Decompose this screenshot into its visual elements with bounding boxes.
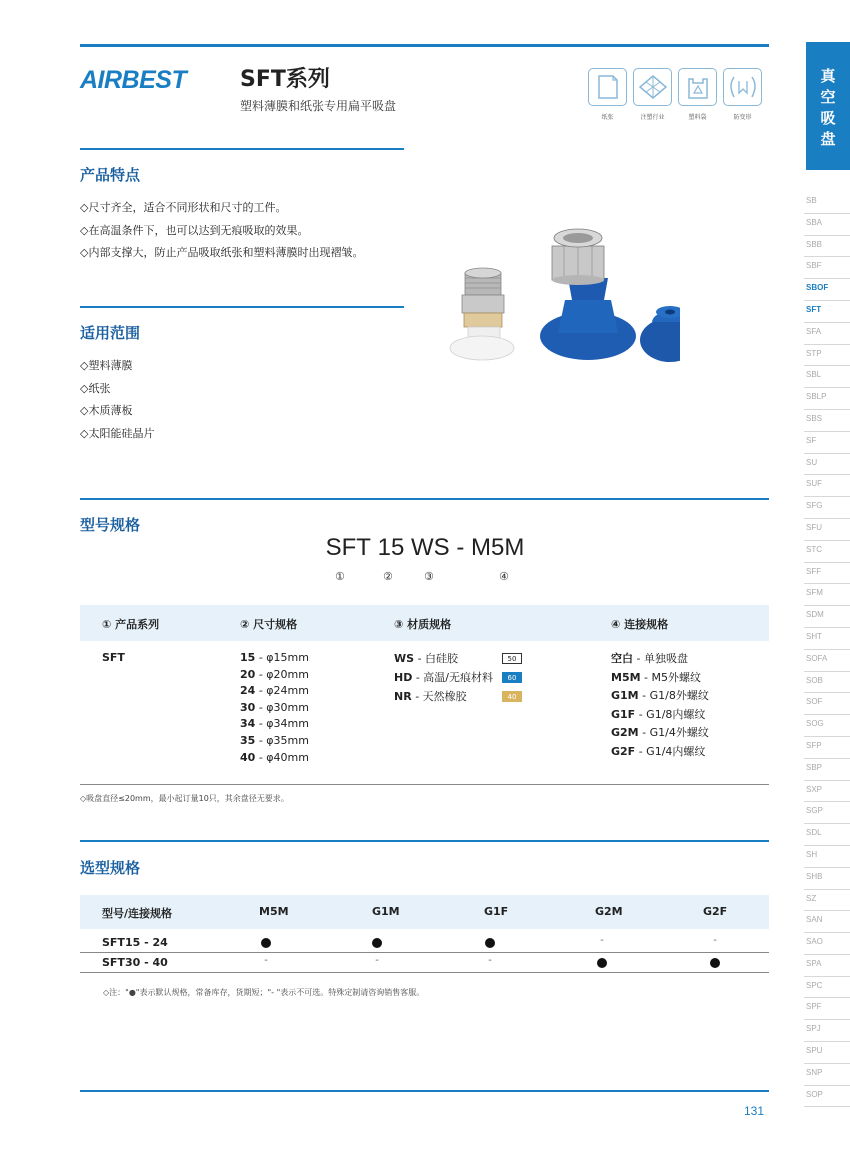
unavailable-dash: - bbox=[488, 955, 492, 966]
model-code-example bbox=[0, 534, 850, 562]
app-icon-label: 塑料袋 bbox=[688, 114, 707, 121]
sidebar-item-sba[interactable]: SBA bbox=[804, 214, 850, 236]
filled-dot-icon bbox=[710, 958, 720, 968]
code-part-connection: M5M bbox=[471, 534, 525, 561]
material-desc: - 白硅胶 bbox=[417, 652, 459, 665]
circled-number-4: ④ bbox=[499, 570, 509, 583]
size-code: 15 bbox=[240, 651, 256, 664]
material-row bbox=[394, 687, 522, 706]
hardness-badge: 50 bbox=[502, 653, 522, 664]
sidebar-item-stp[interactable]: STP bbox=[804, 345, 850, 367]
size-row bbox=[240, 683, 309, 700]
material-code: NR bbox=[394, 690, 412, 703]
sidebar-item-sbp[interactable]: SBP bbox=[804, 759, 850, 781]
size-code: 20 bbox=[240, 667, 256, 681]
sidebar-tab-char: 空 bbox=[820, 88, 836, 106]
list-item: ◇木质薄板 bbox=[80, 404, 133, 417]
sidebar-tab-char: 吸 bbox=[820, 109, 836, 127]
features-title: 产品特点 bbox=[80, 166, 141, 184]
header-g2m: G2M bbox=[595, 905, 623, 918]
header-series: ① 产品系列 bbox=[102, 618, 160, 631]
header-g2f: G2F bbox=[703, 905, 728, 918]
connection-desc: - G1/4内螺纹 bbox=[638, 744, 706, 758]
table-row bbox=[80, 933, 769, 953]
connection-desc: - G1/8外螺纹 bbox=[642, 689, 709, 702]
brand-logo: AIRBEST bbox=[80, 66, 187, 94]
available-dot bbox=[592, 955, 612, 971]
product-photo bbox=[440, 228, 680, 378]
app-icon-label: 纸张 bbox=[601, 114, 614, 121]
sidebar-item-sht[interactable]: SHT bbox=[804, 628, 850, 650]
connection-code: 空白 bbox=[611, 652, 633, 665]
selection-note: ◇注："●"表示默认规格，常备库存，货期短；"- "表示不可选。特殊定制请咨询销售客服。 bbox=[103, 988, 425, 997]
applications-list bbox=[80, 355, 154, 445]
connection-code: M5M bbox=[611, 670, 641, 684]
size-code: 34 bbox=[240, 717, 256, 731]
list-item: ◇纸张 bbox=[80, 381, 111, 395]
connection-code: G1M bbox=[611, 689, 639, 702]
model-name: SFT30 - 40 bbox=[102, 956, 168, 969]
selection-rule bbox=[80, 840, 769, 842]
sidebar-item-spc[interactable]: SPC bbox=[804, 977, 850, 999]
sidebar-item-sh[interactable]: SH bbox=[804, 846, 850, 868]
sidebar-item-shb[interactable]: SHB bbox=[804, 868, 850, 890]
applications-rule bbox=[80, 306, 404, 308]
sidebar-item-sf[interactable]: SF bbox=[804, 432, 850, 454]
sidebar-item-su[interactable]: SU bbox=[804, 454, 850, 476]
filled-dot-icon bbox=[485, 938, 495, 948]
sidebar-item-sfp[interactable]: SFP bbox=[804, 737, 850, 759]
sidebar-item-sz[interactable]: SZ bbox=[804, 890, 850, 912]
connection-desc: - M5外螺纹 bbox=[644, 670, 702, 684]
sidebar-item-sop[interactable]: SOP bbox=[804, 1086, 850, 1108]
sidebar-model-list bbox=[804, 192, 850, 1107]
size-desc: - φ34mm bbox=[258, 717, 309, 731]
applications-title: 适用范围 bbox=[80, 324, 141, 342]
header-connection: ④ 连接规格 bbox=[611, 618, 669, 631]
filled-dot-icon bbox=[597, 958, 607, 968]
size-desc: - φ20mm bbox=[258, 667, 309, 681]
selection-table-header bbox=[80, 895, 769, 929]
size-column bbox=[240, 650, 309, 766]
list-item: ◇尺寸齐全，适合不同形状和尺寸的工件。 bbox=[80, 201, 287, 214]
sidebar-item-spj[interactable]: SPJ bbox=[804, 1020, 850, 1042]
size-desc: - φ24mm bbox=[258, 684, 309, 698]
paper-icon bbox=[595, 73, 621, 101]
sidebar-item-spa[interactable]: SPA bbox=[804, 955, 850, 977]
unavailable-dash: - bbox=[713, 935, 717, 946]
page-number: 131 bbox=[744, 1104, 765, 1118]
connection-row bbox=[611, 706, 709, 725]
size-code: 24 bbox=[240, 684, 256, 698]
size-desc: - φ40mm bbox=[258, 750, 309, 764]
sidebar-item-spf[interactable]: SPF bbox=[804, 998, 850, 1020]
connection-desc: - G1/8内螺纹 bbox=[638, 707, 706, 721]
sidebar-tab-label bbox=[806, 66, 850, 150]
list-item: ◇塑料薄膜 bbox=[80, 359, 133, 372]
connection-row bbox=[611, 650, 709, 669]
code-part-material: WS bbox=[411, 534, 450, 561]
sidebar-item-san[interactable]: SAN bbox=[804, 911, 850, 933]
list-item: ◇在高温条件下，也可以达到无痕吸取的效果。 bbox=[80, 223, 309, 237]
connection-code: G2F bbox=[611, 744, 636, 758]
sidebar-item-sog[interactable]: SOG bbox=[804, 715, 850, 737]
material-column bbox=[394, 649, 522, 706]
available-dot bbox=[256, 935, 276, 951]
app-icon-plastic-bag bbox=[678, 68, 717, 121]
material-code: HD bbox=[394, 671, 413, 684]
header-g1f: G1F bbox=[484, 905, 509, 918]
size-row bbox=[240, 667, 309, 684]
sidebar-item-sfa[interactable]: SFA bbox=[804, 323, 850, 345]
sidebar-item-sof[interactable]: SOF bbox=[804, 693, 850, 715]
hardness-badge: 60 bbox=[502, 672, 522, 683]
app-icon-label: 注塑行业 bbox=[640, 114, 665, 121]
size-desc: - φ15mm bbox=[258, 651, 309, 664]
material-code: WS bbox=[394, 652, 415, 665]
app-icon-molding bbox=[633, 68, 672, 121]
list-item: ◇太阳能硅晶片 bbox=[80, 426, 155, 440]
connection-desc: - G1/4外螺纹 bbox=[642, 726, 709, 739]
header-model: 型号/连接规格 bbox=[102, 907, 173, 920]
sidebar-item-sao[interactable]: SAO bbox=[804, 933, 850, 955]
connection-desc: - 单独吸盘 bbox=[636, 652, 688, 665]
header-material: ③ 材质规格 bbox=[394, 618, 452, 631]
material-row bbox=[394, 649, 522, 668]
blue-cup-with-fitting bbox=[540, 229, 636, 360]
size-row bbox=[240, 716, 309, 733]
sidebar-item-sb[interactable]: SB bbox=[804, 192, 850, 214]
available-dot bbox=[705, 955, 725, 971]
code-part-series: SFT bbox=[325, 534, 371, 561]
size-row bbox=[240, 700, 309, 717]
sidebar-item-suf[interactable]: SUF bbox=[804, 475, 850, 497]
sidebar-tab-char: 真 bbox=[820, 67, 836, 85]
size-desc: - φ35mm bbox=[258, 733, 309, 747]
spec-table-header bbox=[80, 605, 769, 641]
size-row bbox=[240, 733, 309, 750]
list-item: ◇内部支撑大，防止产品吸取纸张和塑料薄膜时出现褶皱。 bbox=[80, 246, 364, 259]
sidebar-item-sbl[interactable]: SBL bbox=[804, 366, 850, 388]
size-code: 35 bbox=[240, 733, 256, 747]
size-row bbox=[240, 750, 309, 767]
unavailable-dash: - bbox=[375, 955, 379, 966]
sidebar-item-snp[interactable]: SNP bbox=[804, 1064, 850, 1086]
sidebar-item-sdm[interactable]: SDM bbox=[804, 606, 850, 628]
app-icon-label: 防变形 bbox=[733, 114, 752, 121]
connection-row bbox=[611, 743, 709, 762]
connection-row bbox=[611, 724, 709, 743]
application-icons bbox=[588, 68, 762, 121]
connection-row bbox=[611, 669, 709, 688]
plastic-bag-icon bbox=[685, 73, 711, 101]
sidebar-item-sofa[interactable]: SOFA bbox=[804, 650, 850, 672]
unavailable-dash: - bbox=[600, 935, 604, 946]
code-part-size: 15 bbox=[377, 534, 405, 561]
sidebar-item-sbof[interactable]: SBOF bbox=[804, 279, 850, 301]
header-m5m: M5M bbox=[259, 905, 289, 918]
size-code: 30 bbox=[240, 700, 256, 714]
sidebar-item-sxp[interactable]: SXP bbox=[804, 781, 850, 803]
sidebar-item-sob[interactable]: SOB bbox=[804, 672, 850, 694]
sidebar-item-sfu[interactable]: SFU bbox=[804, 519, 850, 541]
sidebar-item-sbs[interactable]: SBS bbox=[804, 410, 850, 432]
spec-table-bottom-rule bbox=[80, 784, 769, 785]
circled-number-2: ② bbox=[383, 570, 393, 583]
series-column bbox=[102, 650, 125, 667]
size-code: 40 bbox=[240, 750, 256, 764]
sidebar-item-sblp[interactable]: SBLP bbox=[804, 388, 850, 410]
material-desc: - 天然橡胶 bbox=[415, 690, 467, 703]
selection-title: 选型规格 bbox=[80, 859, 141, 877]
sidebar-item-sfm[interactable]: SFM bbox=[804, 584, 850, 606]
model-spec-rule bbox=[80, 498, 769, 500]
series-subtitle: 塑料薄膜和纸张专用扁平吸盘 bbox=[240, 99, 397, 113]
model-name: SFT15 - 24 bbox=[102, 936, 168, 949]
sidebar-item-spu[interactable]: SPU bbox=[804, 1042, 850, 1064]
circled-number-1: ① bbox=[335, 570, 345, 583]
header-size: ② 尺寸规格 bbox=[240, 618, 298, 631]
sidebar-item-sft[interactable]: SFT bbox=[804, 301, 850, 323]
anti-deform-icon bbox=[728, 73, 758, 101]
connection-column bbox=[611, 650, 709, 761]
hardness-badge: 40 bbox=[502, 691, 522, 702]
sidebar-item-sgp[interactable]: SGP bbox=[804, 802, 850, 824]
sidebar-item-sff[interactable]: SFF bbox=[804, 563, 850, 585]
table-row bbox=[80, 953, 769, 973]
spec-note: ◇吸盘直径≤20mm，最小起订量10只，其余盘径无要求。 bbox=[80, 794, 289, 803]
sidebar-item-sbf[interactable]: SBF bbox=[804, 257, 850, 279]
material-desc: - 高温/无痕材料 bbox=[415, 671, 494, 684]
features-rule bbox=[80, 148, 404, 150]
connection-code: G2M bbox=[611, 726, 639, 739]
white-cup-with-fitting bbox=[450, 268, 514, 360]
sidebar-tab-char: 盘 bbox=[820, 130, 836, 148]
molding-icon bbox=[638, 73, 668, 101]
size-row bbox=[240, 650, 309, 667]
app-icon-anti-deform bbox=[723, 68, 762, 121]
bottom-rule bbox=[80, 1090, 769, 1092]
sidebar-item-sfg[interactable]: SFG bbox=[804, 497, 850, 519]
material-row bbox=[394, 668, 522, 687]
sidebar-item-stc[interactable]: STC bbox=[804, 541, 850, 563]
code-part-dash: - bbox=[456, 534, 465, 561]
connection-row bbox=[611, 687, 709, 706]
available-dot bbox=[480, 935, 500, 951]
app-icon-paper bbox=[588, 68, 627, 121]
features-list bbox=[80, 197, 363, 265]
sidebar-item-sdl[interactable]: SDL bbox=[804, 824, 850, 846]
filled-dot-icon bbox=[372, 938, 382, 948]
size-desc: - φ30mm bbox=[258, 700, 309, 714]
connection-code: G1F bbox=[611, 707, 636, 721]
filled-dot-icon bbox=[261, 938, 271, 948]
model-spec-title: 型号规格 bbox=[80, 516, 141, 534]
blue-cup-single bbox=[640, 306, 680, 362]
unavailable-dash: - bbox=[264, 955, 268, 966]
top-rule bbox=[80, 44, 769, 47]
available-dot bbox=[367, 935, 387, 951]
sidebar-category-tab[interactable] bbox=[806, 42, 850, 170]
circled-number-3: ③ bbox=[424, 570, 434, 583]
series-title: SFT系列 bbox=[240, 67, 330, 92]
header-g1m: G1M bbox=[372, 905, 400, 918]
sidebar-item-sbb[interactable]: SBB bbox=[804, 236, 850, 258]
series-value: SFT bbox=[102, 651, 125, 664]
